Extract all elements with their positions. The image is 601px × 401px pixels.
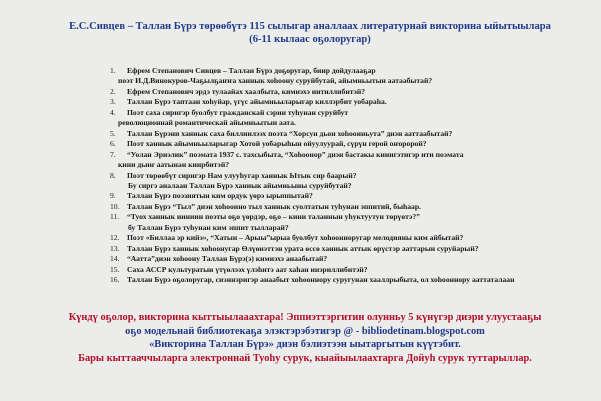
question-number: 4. (110, 107, 116, 117)
question-text: Таллан Бүрэ ханнык хоһоонугар Өлүөнэттэн урата өссө ханнык аттык өрүстэр ааттарын суруйарый? (127, 243, 479, 253)
question-item (110, 212, 590, 222)
question-continuation (108, 118, 590, 128)
question-item (110, 244, 590, 254)
question-text: кини дьиҥ аатынан киирбитэй? (118, 160, 229, 170)
question-text: Бу сиргэ аналаан Таллан Бүрэ ханнык айымньыны суруйбутай? (128, 180, 352, 190)
question-number: 3. (110, 97, 116, 107)
question-number: 12. (110, 233, 120, 243)
question-number: 16. (110, 275, 120, 285)
question-number: 5. (110, 128, 116, 138)
question-number: 2. (110, 86, 116, 96)
footer-block (20, 311, 590, 365)
question-number: 10. (110, 201, 120, 211)
question-item (110, 265, 590, 275)
question-text: Поэт ханнык айымньыларыгар Хотой уобарыһын ойуулуурай, сүрүн герой оҥоророй? (127, 139, 427, 149)
question-number: 13. (110, 243, 120, 253)
question-number: 8. (110, 170, 116, 180)
question-item (110, 139, 590, 149)
question-number: 11. (110, 212, 120, 222)
title-line-1: Е.С.Сивцев – Таллан Бүрэ төрөөбүтэ 115 сылыгар аналлаах литературнай викторина ыйытыылара (69, 21, 551, 32)
question-text: Ефрем Степанович Сивцев – Таллан Бүрэ доҕоругар, биир дойдулааҕар (127, 66, 376, 75)
question-item (110, 129, 590, 139)
footer-line-2: оҕо модельнай библиотекаҕа элэктэрэбэтигэр @ - bibliodetinam.blogspot.com (125, 325, 485, 337)
question-list (110, 66, 590, 286)
question-text: Таллан Бүрэ оҕолоругар, сиэннэригэр анаабыт хоһооннору суругунан хааллрыбыта, ол хоһооннору ааттаталаан (127, 275, 515, 285)
document-title (40, 20, 580, 46)
title-line-2: (6-11 кылаас оҕолоругар) (249, 34, 371, 45)
question-item (110, 150, 590, 160)
question-item (110, 108, 590, 118)
footer-line-1: Күндү оҕолор, викторина кыттыылааахтара! Эппиэттэргитин олунньу 5 күнүгэр диэри улуустааҕы (68, 312, 542, 323)
question-item (110, 191, 590, 201)
question-text: “Туох ханнык ииниин поэты оҕо үөрдэр, оҕо – кини таланнын уһуктуутун төрүөтэ?” (127, 212, 420, 222)
question-text: “Уолан Эриэлик” поэмата 1937 с. тахсыбыта, “Хоһоонор” диэн бастакы кинигэтигэр ити поэмата (127, 149, 464, 159)
question-number: 6. (110, 139, 116, 149)
question-continuation (108, 76, 590, 86)
question-text: революционнай романтическай айымньытын аата. (118, 118, 296, 128)
question-text: Таллан Бүрэ поэзиятын ким ордук үөрэ ырыппытай? (127, 191, 313, 201)
question-continuation (108, 160, 590, 170)
question-item (110, 254, 590, 264)
question-item (110, 171, 590, 181)
question-text: Ефрем Степанович эрдэ тулаайах хаалбыта, кимиэхэ иитиллибитэй? (127, 86, 366, 96)
question-text: Саха АССР культуратын үтүөлээх үлэһитэ аат хаһан ииэриллибитэй? (127, 264, 368, 274)
question-number: 14. (110, 254, 120, 264)
question-number: 1. (110, 66, 116, 75)
question-item (110, 87, 590, 97)
question-item (110, 66, 590, 76)
question-text: поэт И.Д.Винокуров-Чаҕылҕаҥҥа ханнык хоһоону суруйбутай, айымньытын аатаабытай? (118, 76, 433, 86)
question-item (110, 97, 590, 107)
question-number: 15. (110, 264, 120, 274)
question-text: Таллан Бүрэ таптаан хоһуйар, үгүс айымньыларыгар киллэрбит уобараһа. (127, 97, 387, 107)
question-text: “Аатта”диэн хоһоону Таллан Бүрэ(э) кимиэхэ анаабытай? (127, 254, 328, 264)
footer-line-3: «Викторина Таллан Бүрэ» диэн бэлиэтээн ыытаргытын күүтэбит. (149, 339, 461, 350)
question-text: Таллан Бүрэни ханнык саха биллиилээх поэта “Хорсун дьон хоһоонньута” диэн ааттаабытай? (127, 128, 453, 138)
footer-line-4: Бары кыттааччыларга электроннай Туоһу сурук, кыайыылаахтарга Дойуһ сурук туттарыллар. (78, 352, 532, 364)
question-number: 9. (110, 191, 116, 201)
question-item (110, 233, 590, 243)
question-text: бу Таллан Бүрэ туһунан ким эппит тылларай? (128, 222, 289, 232)
question-text: Поэт төрөөбүт сиригэр Нам улууһугар ханнык Ытык сир баарый? (127, 170, 357, 180)
question-text: Поэт саха сиригэр буолбут гражданскай сэрии туһунан суруйбут (127, 107, 349, 117)
question-continuation (118, 223, 590, 233)
question-text: Поэт «Биллаа эр кийэ», “Хатын – Арыы”ырыа буолбут хоһоонноругар мелодияны ким айбытай? (127, 233, 464, 243)
question-continuation (118, 181, 590, 191)
question-item (110, 275, 590, 285)
question-text: Таллан Бүрэ “Тыл” диэн хоһоонно тыл ханнык суолтатын туһунан эппитий, быһаар. (127, 201, 421, 211)
question-number: 7. (110, 149, 116, 159)
question-item (110, 202, 590, 212)
